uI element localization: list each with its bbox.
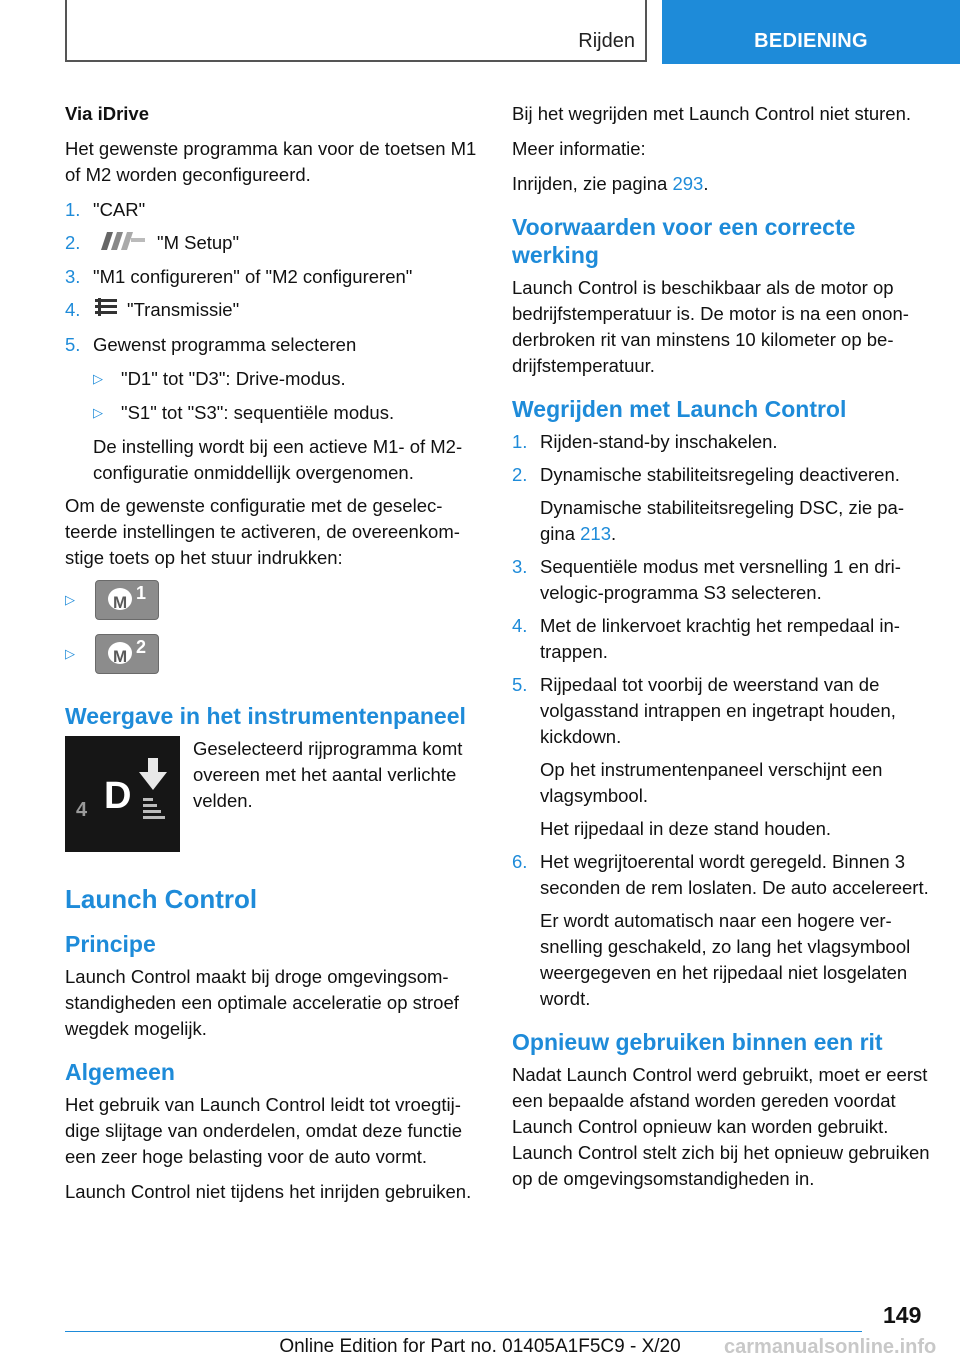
voorwaarden-heading: Voorwaarden voor een correcte werking <box>512 214 856 268</box>
step-note: Op het instrumentenpaneel verschijnt een vlagsymbool. <box>540 759 883 806</box>
display-heading: Weergave in het instrumentenpaneel <box>65 702 466 729</box>
step-note: Er wordt automatisch naar een hogere versnelling geschakeld, zo lang het vlagsymbool weergegeven en het rijpedaal niet losgelaten wordt. <box>540 910 911 1009</box>
step-note: Dynamische stabiliteitsregeling DSC, zie pagina 213. <box>540 497 904 544</box>
list-item: 1. "CAR" <box>65 199 146 220</box>
principe-heading: Principe <box>65 930 156 957</box>
m-stripes-icon <box>95 231 147 257</box>
config-text: Om de gewenste configuratie met de geselecteerde instellingen te activeren, de overeenkomstige toets op het stuur indrukken: <box>65 494 460 568</box>
list-item: 3. "M1 configureren" of "M2 configureren" <box>65 266 413 288</box>
section-title: Rijden <box>578 30 635 52</box>
m2-row <box>65 634 480 674</box>
via-idrive-title: Via iDrive <box>65 103 149 124</box>
list-item: 5. Gewenst programma selecteren <box>65 333 357 355</box>
watermark: carmanualsonline.info <box>724 1336 937 1358</box>
right-column <box>512 101 930 1201</box>
program-level-bars-icon <box>143 798 165 820</box>
edition-text: Online Edition for Part no. 01405A1F5C9 - X/20 <box>279 1336 681 1357</box>
header-frame <box>65 0 647 62</box>
voorwaarden-text: Launch Control is beschikbaar als de motor op bedrijfstemperatuur is. De motor is na een ononderbroken rit van minstens 10 kilometer op bedrijfstemperatuur. <box>512 277 909 376</box>
triangle-bullet-icon: ▷ <box>93 404 103 420</box>
page-link[interactable]: 293 <box>672 173 704 194</box>
bullet-item: ▷ "D1" tot "D3": Drive-modus. <box>93 366 480 392</box>
intro-text: Meer informatie: <box>512 138 646 159</box>
opnieuw-heading: Opnieuw gebruiken binnen een rit <box>512 1029 883 1055</box>
algemeen-heading: Algemeen <box>65 1058 175 1085</box>
step5-note: De instelling wordt bij een actieve M1- of M2-configuratie onmiddellijk overgenomen. <box>93 435 463 483</box>
footer-divider <box>65 1331 862 1332</box>
shift-down-arrow-icon <box>139 758 167 792</box>
left-column <box>65 101 480 1214</box>
chapter-tab[interactable]: BEDIENING <box>662 0 960 64</box>
list-item: 5. Rijpedaal tot voorbij de weerstand van de volgasstand intrappen en ingetrapt houden, kickdown. <box>512 674 896 747</box>
triangle-bullet-icon: ▷ <box>65 591 75 607</box>
m1-row <box>65 580 480 620</box>
list-item: 1. Rijden-stand-by inschakelen. <box>512 431 778 452</box>
page-link[interactable]: 213 <box>580 523 611 544</box>
list-item: 4. Met de linkervoet krachtig het rempedaal intrappen. <box>512 615 900 662</box>
principe-text: Launch Control maakt bij droge omgevingsomstandigheden een optimale acceleratie op stroef wegdek mogelijk. <box>65 965 459 1039</box>
instrument-display-image: 4 D <box>65 736 180 852</box>
list-item: 2. Dynamische stabiliteitsregeling deactiveren. <box>512 464 900 485</box>
intro-text: Inrijden, zie pagina 293. <box>512 173 709 194</box>
launch-steps <box>512 429 930 1012</box>
intro-text: Bij het wegrijden met Launch Control niet sturen. <box>512 103 911 124</box>
m2-button-icon: M 2 <box>95 634 159 674</box>
transmission-icon <box>95 298 117 325</box>
bullet-item: ▷ "S1" tot "S3": sequentiële modus. <box>93 400 480 426</box>
via-idrive-text: Het gewenste programma kan voor de toetsen M1 of M2 worden geconfigureerd. <box>65 138 477 185</box>
triangle-bullet-icon: ▷ <box>93 370 103 386</box>
page-number: 149 <box>883 1302 922 1328</box>
display-section <box>65 736 480 852</box>
step-note: Het rijpedaal in deze stand houden. <box>540 818 832 839</box>
display-text: Geselecteerd rijprogramma komt overeen met het aantal verlichte velden. <box>193 737 463 811</box>
idrive-steps <box>65 197 480 358</box>
list-item: 4. "Transmissie" <box>65 297 480 325</box>
opnieuw-text: Nadat Launch Control werd gebruikt, moet er eerst een bepaalde afstand worden gereden voordat Launch Control opnieuw kan worden gebruikt. Launch Control stelt zich bij het opnieuw gebruiken op de omgevingsomstandigheden in. <box>512 1064 930 1189</box>
list-item: 2. "M Setup" <box>65 230 480 257</box>
list-item: 6. Het wegrijtoerental wordt geregeld. Binnen 3 seconden de rem loslaten. De auto accelereert. <box>512 851 929 898</box>
wegrijden-heading: Wegrijden met Launch Control <box>512 396 847 422</box>
list-item: 3. Sequentiële modus met versnelling 1 en drivelogic-programma S3 selecteren. <box>512 556 901 603</box>
triangle-bullet-icon: ▷ <box>65 645 75 661</box>
launch-control-title: Launch Control <box>65 883 258 914</box>
algemeen-text: Launch Control niet tijdens het inrijden gebruiken. <box>65 1180 472 1202</box>
m1-button-icon: M 1 <box>95 580 159 620</box>
algemeen-text: Het gebruik van Launch Control leidt tot vroegtijdige slijtage van onderdelen, omdat deze functie een zeer hoge belasting voor de auto vormt. <box>65 1093 462 1167</box>
